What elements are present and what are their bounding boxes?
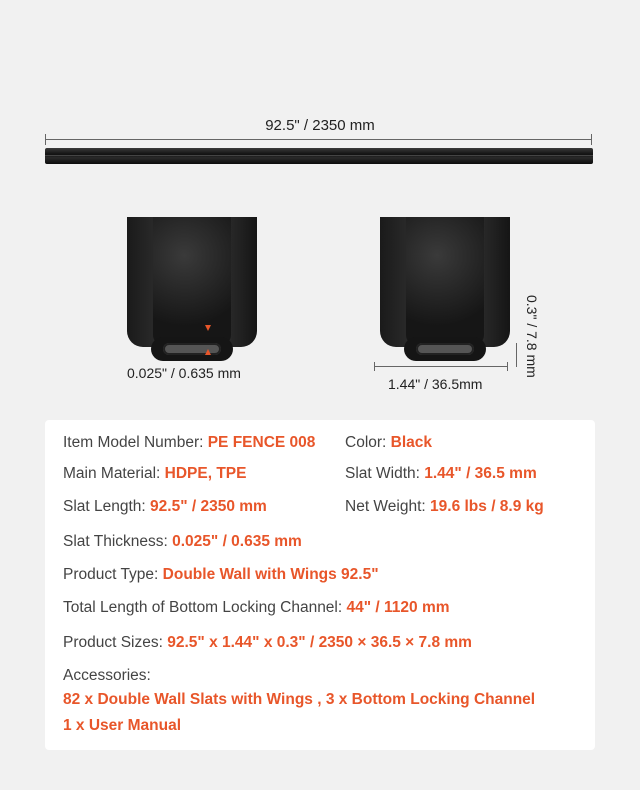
- slat-cross-section-thickness: [127, 217, 257, 357]
- height-dimension-line: [516, 343, 517, 367]
- spec-product-sizes: Product Sizes: 92.5" x 1.44" x 0.3" / 2350 × 36.5 × 7.8 mm: [63, 634, 472, 651]
- list-item: 1 x User Manual: [63, 717, 182, 734]
- length-dimension-line: [45, 139, 592, 140]
- slat-side-view: [45, 148, 593, 164]
- width-dimension-line: [374, 366, 508, 367]
- accessories-list: [63, 687, 535, 739]
- thickness-label: 0.025" / 0.635 mm: [127, 365, 241, 381]
- thickness-arrow-icon: [205, 325, 211, 355]
- spec-slat-width: Slat Width: 1.44" / 36.5 mm: [345, 465, 537, 482]
- spec-accessories-heading: Accessories:: [63, 667, 151, 684]
- spec-product-type: Product Type: Double Wall with Wings 92.5": [63, 566, 379, 583]
- spec-slat-thickness: Slat Thickness: 0.025" / 0.635 mm: [63, 533, 302, 550]
- list-item: 82 x Double Wall Slats with Wings , 3 x Bottom Locking Channel: [63, 691, 536, 708]
- spec-color: Color: Black: [345, 434, 433, 451]
- spec-model: Item Model Number: PE FENCE 008: [63, 434, 316, 451]
- spec-slat-length: Slat Length: 92.5" / 2350 mm: [63, 498, 267, 515]
- spec-net-weight: Net Weight: 19.6 lbs / 8.9 kg: [345, 498, 544, 515]
- spec-material: Main Material: HDPE, TPE: [63, 465, 247, 482]
- length-dimension-label: 92.5" / 2350 mm: [265, 117, 375, 134]
- specifications-card: [45, 420, 595, 750]
- width-label: 1.44" / 36.5mm: [388, 376, 483, 392]
- slat-cross-section-width: [380, 217, 510, 357]
- spec-channel-length: Total Length of Bottom Locking Channel: 44" / 1120 mm: [63, 599, 450, 616]
- height-label: 0.3" / 7.8 mm: [524, 295, 540, 378]
